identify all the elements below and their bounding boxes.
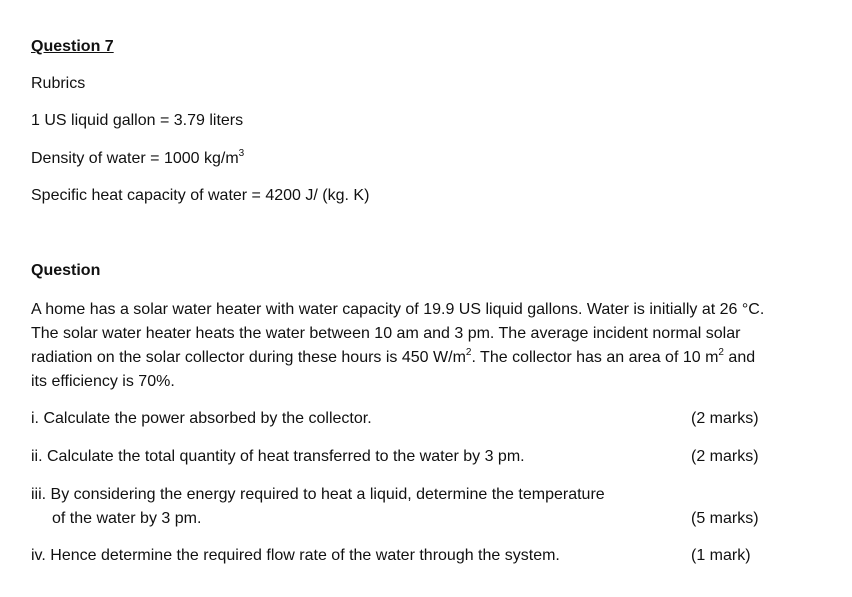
part-iii-text: iii. By considering the energy required to heat a liquid, determine the temperature	[31, 486, 605, 503]
part-ii-marks: (2 marks)	[691, 448, 759, 465]
part-iii-marks: (5 marks)	[691, 510, 759, 527]
line-3-part-c: and	[723, 349, 756, 366]
part-i-text: i. Calculate the power absorbed by the collector.	[31, 410, 372, 427]
question-heading: Question 7	[31, 38, 114, 55]
rubrics-title: Rubrics	[31, 75, 86, 92]
question-title: Question	[31, 262, 101, 279]
question-body-line-1: A home has a solar water heater with water capacity of 19.9 US liquid gallons. Water is initially at 26 °C.	[31, 301, 765, 318]
line-3-exponent-a: 2	[465, 346, 472, 358]
rubric-density	[31, 149, 244, 169]
part-iv-text: iv. Hence determine the required flow rate of the water through the system.	[31, 547, 560, 564]
part-iv-marks: (1 mark)	[691, 547, 751, 564]
part-iii-text-continued: of the water by 3 pm.	[52, 510, 202, 527]
rubric-density-text: Density of water = 1000 kg/m	[31, 150, 239, 167]
question-body-line-4: its efficiency is 70%.	[31, 373, 175, 390]
line-3-part-b: . The collector has an area of 10 m	[471, 349, 719, 366]
question-body-line-3	[31, 346, 821, 370]
question-body	[31, 298, 821, 394]
line-3-exponent-b: 2	[718, 346, 724, 358]
line-3-part-a: radiation on the solar collector during these hours is 450 W/m	[31, 349, 466, 366]
rubric-gallon: 1 US liquid gallon = 3.79 liters	[31, 112, 244, 129]
part-ii-text: ii. Calculate the total quantity of heat transferred to the water by 3 pm.	[31, 448, 525, 465]
rubric-density-exponent: 3	[238, 147, 245, 159]
rubric-heat-capacity: Specific heat capacity of water = 4200 J/ (kg. K)	[31, 187, 370, 204]
question-body-line-2: The solar water heater heats the water between 10 am and 3 pm. The average incident normal solar	[31, 325, 741, 342]
part-i-marks: (2 marks)	[691, 410, 759, 427]
